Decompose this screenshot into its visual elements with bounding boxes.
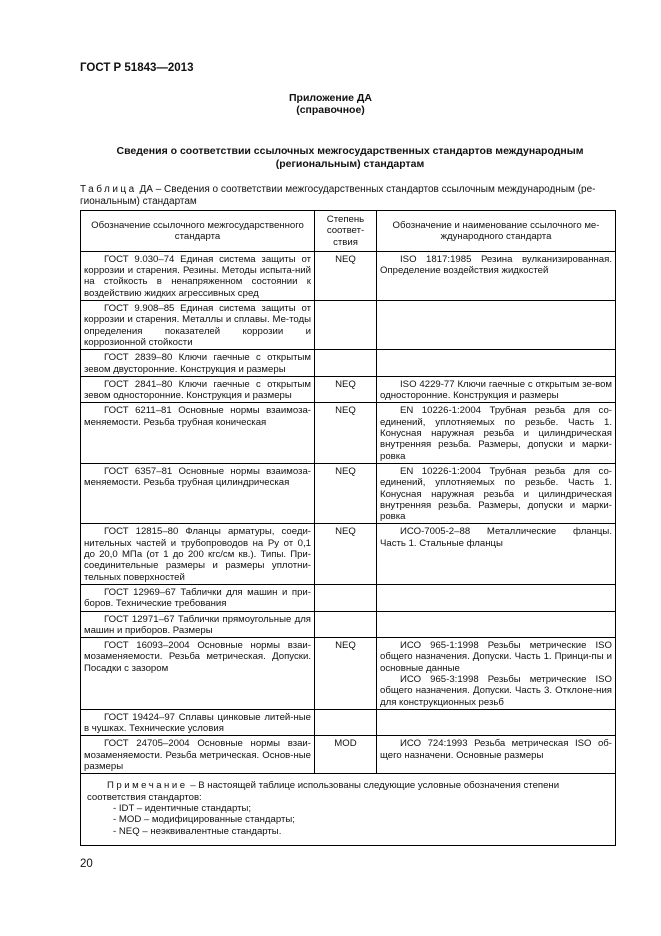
conformity-degree-cell: NEQ bbox=[315, 463, 377, 523]
international-standard-cell bbox=[377, 463, 616, 523]
header-gost: Обозначение ссылочного межгосударственного стандарта bbox=[81, 211, 315, 252]
gost-standard-cell: ГОСТ 12971–67 Таблички прямоугольные для машин и приборов. Размеры bbox=[81, 611, 315, 638]
international-standard-cell bbox=[377, 301, 616, 350]
gost-standard-cell: ГОСТ 6211–81 Основные нормы взаимоза-меняемости. Резьба трубная коническая bbox=[81, 403, 315, 463]
conformity-degree-cell: MOD bbox=[315, 736, 377, 774]
section-heading-line-1: Сведения о соответствии ссылочных межгосударственных стандартов международным bbox=[116, 145, 584, 157]
conformity-degree-cell bbox=[315, 350, 377, 377]
international-standard-entry: ИСО 724:1993 Резьба метрическая ISO об-щего назначени. Основные размеры bbox=[380, 738, 612, 761]
table-row bbox=[81, 709, 616, 736]
header-intl: Обозначение и наименование ссылочного ме-ждународного стандарта bbox=[377, 211, 616, 252]
international-standard-entry: ИСО 965-3:1998 Резьбы метрические ISO общего назначения. Допуски. Часть 3. Отклоне-ния для конструкционных резьб bbox=[380, 673, 612, 708]
note-row bbox=[81, 774, 616, 845]
international-standard-cell bbox=[377, 584, 616, 611]
conformity-degree-cell: NEQ bbox=[315, 524, 377, 584]
international-standard-cell bbox=[377, 350, 616, 377]
conformity-degree-cell: NEQ bbox=[315, 251, 377, 300]
note-item: - IDT – идентичные стандарты; bbox=[113, 802, 252, 814]
annex-title: Приложение ДА bbox=[289, 92, 372, 104]
table-row bbox=[81, 584, 616, 611]
gost-standard-cell: ГОСТ 6357–81 Основные нормы взаимоза-меняемости. Резьба трубная цилиндрическая bbox=[81, 463, 315, 523]
gost-standard-cell: ГОСТ 12815–80 Фланцы арматуры, соеди-нительных частей и трубопроводов на Py от 0,1 до 20,0 МПа (от 1 до 200 кгс/см кв.). Типы. При-соединительные размеры и размеры уплотни-тельных поверхностей bbox=[81, 524, 315, 584]
table-row bbox=[81, 376, 616, 403]
table-row bbox=[81, 736, 616, 774]
international-standard-entry: ИСО 965-1:1998 Резьбы метрические ISO общего назначения. Допуски. Часть 1. Принци-пы и основные данные bbox=[380, 640, 612, 674]
conformity-degree-cell bbox=[315, 611, 377, 638]
gost-standard-cell: ГОСТ 24705–2004 Основные нормы взаи-мозаменяемости. Резьба метрическая. Основ-ные размеры bbox=[81, 736, 315, 774]
gost-standard-cell: ГОСТ 16093–2004 Основные нормы взаи-мозаменяемости. Резьба метрическая. Допуски. Посадки с зазором bbox=[81, 638, 315, 710]
annex-heading bbox=[0, 92, 661, 116]
international-standard-cell bbox=[377, 251, 616, 300]
gost-standard-cell: ГОСТ 9.908–85 Единая система защиты от коррозии и старения. Металлы и сплавы. Ме-тоды определения показателей коррозии и коррозионной стойкости bbox=[81, 301, 315, 350]
note-lead bbox=[87, 780, 609, 803]
header-degree: Степень соответ-ствия bbox=[315, 211, 377, 252]
conformity-degree-cell: NEQ bbox=[315, 638, 377, 710]
international-standard-cell bbox=[377, 376, 616, 403]
international-standard-entry: ИСО-7005-2–88 Металлические фланцы. Часть 1. Стальные фланцы bbox=[380, 526, 612, 549]
note-cell bbox=[81, 774, 616, 845]
table-caption bbox=[80, 184, 615, 207]
section-heading bbox=[95, 145, 605, 171]
note-item: - NEQ – неэквивалентные стандарты. bbox=[113, 825, 282, 837]
conformity-degree-cell: NEQ bbox=[315, 403, 377, 463]
international-standard-cell bbox=[377, 403, 616, 463]
table-body bbox=[81, 251, 616, 773]
international-standard-cell bbox=[377, 709, 616, 736]
international-standard-entry: EN 10226-1:2004 Трубная резьба для со-единений, уплотняемых по резьбе. Часть 1. Конусная наружная резьба и цилиндрическая внутренняя резьба. Размеры, допуски и марки-ровка bbox=[380, 465, 612, 523]
page-number: 20 bbox=[80, 858, 93, 870]
conformity-degree-cell: NEQ bbox=[315, 376, 377, 403]
table-row bbox=[81, 251, 616, 300]
table-row bbox=[81, 638, 616, 710]
gost-standard-cell: ГОСТ 2839–80 Ключи гаечные с открытым зевом двусторонние. Конструкция и размеры bbox=[81, 350, 315, 377]
table-row bbox=[81, 301, 616, 350]
table-row bbox=[81, 463, 616, 523]
international-standard-cell bbox=[377, 638, 616, 710]
table-row bbox=[81, 350, 616, 377]
gost-standard-cell: ГОСТ 2841–80 Ключи гаечные с открытым зевом односторонние. Конструкция и размеры bbox=[81, 376, 315, 403]
note-label: Примечание bbox=[107, 780, 188, 792]
table-row bbox=[81, 524, 616, 584]
gost-standard-cell: ГОСТ 12969–67 Таблички для машин и при-боров. Технические требования bbox=[81, 584, 315, 611]
table-header-row bbox=[81, 211, 616, 252]
international-standard-entry: ISO 1817:1985 Резина вулканизированная. Определение воздействия жидкостей bbox=[380, 253, 612, 277]
international-standard-cell bbox=[377, 611, 616, 638]
annex-subtitle: (справочное) bbox=[296, 104, 365, 116]
international-standard-entry: ISO 4229-77 Ключи гаечные с открытым зе-вом односторонние. Конструкция и размеры bbox=[380, 378, 612, 402]
table-row bbox=[81, 403, 616, 463]
conformity-degree-cell bbox=[315, 584, 377, 611]
note-item: - MOD – модифицированные стандарты; bbox=[113, 814, 295, 826]
gost-standard-cell: ГОСТ 9.030–74 Единая система защиты от коррозии и старения. Резины. Методы испыта-ний на стойкость в ненапряженном состоянии к воздействию жидких агрессивных сред bbox=[81, 251, 315, 300]
table-caption-text: ДА – Сведения о соответствии межгосударственных стандартов ссылочным международным (ре-гиональным) стандартам bbox=[80, 184, 596, 207]
international-standard-cell bbox=[377, 736, 616, 774]
international-standard-entry: EN 10226-1:2004 Трубная резьба для со-единений, уплотняемых по резьбе. Часть 1. Конусная наружная резьба и цилиндрическая внутренняя резьба. Размеры, допуски и марки-ровка bbox=[380, 405, 612, 462]
table-row bbox=[81, 611, 616, 638]
document-code: ГОСТ Р 51843—2013 bbox=[80, 62, 194, 74]
table-caption-label: Таблица bbox=[80, 184, 137, 195]
standards-table bbox=[80, 210, 616, 846]
gost-standard-cell: ГОСТ 19424–97 Сплавы цинковые литей-ные в чушках. Технические условия bbox=[81, 709, 315, 736]
note-text: – В настоящей таблице использованы следующие условные обозначения степени соответствия стандартов: bbox=[87, 780, 560, 803]
section-heading-line-2: (региональным) стандартам bbox=[275, 158, 425, 170]
conformity-degree-cell bbox=[315, 709, 377, 736]
conformity-degree-cell bbox=[315, 301, 377, 350]
international-standard-cell bbox=[377, 524, 616, 584]
